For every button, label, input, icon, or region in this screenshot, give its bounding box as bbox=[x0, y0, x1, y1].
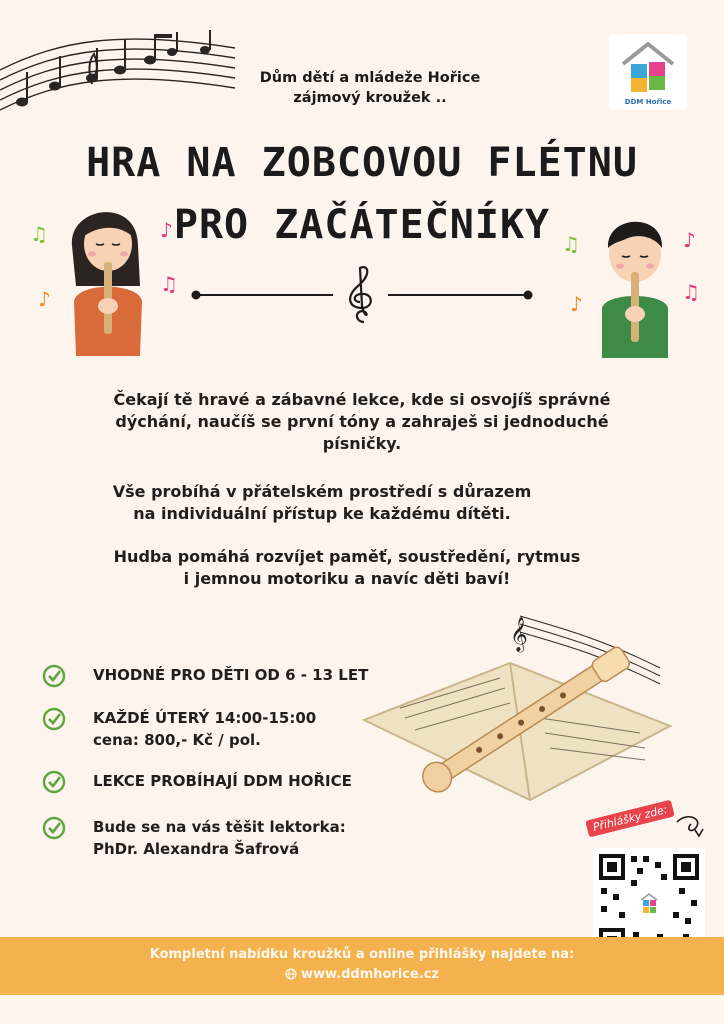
check-circle-icon bbox=[42, 816, 66, 840]
benefits-paragraph: Hudba pomáhá rozvíjet paměť, soustředění, rytmus i jemnou motoriku a navíc děti baví! bbox=[113, 547, 581, 588]
curved-arrow-icon bbox=[673, 812, 707, 838]
girl-playing-flute-illustration bbox=[68, 196, 148, 356]
list-item bbox=[42, 664, 402, 688]
checklist-teacher: Bude se na vás těšit lektorka: PhDr. Alexandra Šafrová bbox=[93, 818, 346, 858]
music-staff-decoration bbox=[0, 20, 240, 130]
globe-icon bbox=[285, 968, 297, 984]
list-item bbox=[42, 707, 402, 751]
house-puzzle-logo-icon bbox=[609, 34, 687, 94]
music-note-icon: ♫ bbox=[160, 272, 178, 296]
intro-paragraph: Čekají tě hravé a zábavné lekce, kde si osvojíš správné dýchání, naučíš se první tóny a zahraješ si jednoduché písničky. bbox=[113, 390, 611, 453]
organization-header bbox=[220, 68, 520, 108]
music-note-icon: ♪ bbox=[38, 287, 51, 311]
website-link[interactable]: www.ddmhorice.cz bbox=[300, 967, 440, 982]
clef-divider bbox=[188, 262, 538, 326]
ddm-logo bbox=[609, 34, 687, 110]
logo-label: DDM Hořice bbox=[624, 98, 672, 106]
organization-subtitle: zájmový kroužek .. bbox=[293, 90, 447, 106]
music-note-icon: ♪ bbox=[683, 228, 696, 252]
music-note-icon: ♫ bbox=[562, 232, 580, 256]
list-item bbox=[42, 770, 402, 794]
footer-info: Kompletní nabídku kroužků a online přihlášky najdete na: bbox=[149, 947, 575, 962]
check-circle-icon bbox=[42, 664, 66, 688]
checklist-schedule: KAŽDÉ ÚTERÝ 14:00-15:00 cena: 800,- Kč / pol. bbox=[93, 709, 317, 749]
book-and-recorder-illustration bbox=[360, 608, 690, 808]
checklist-location: LEKCE PROBÍHAJÍ DDM HOŘICE bbox=[93, 772, 352, 790]
footer-website-row bbox=[0, 967, 724, 984]
registration-caption: Přihlášky zde: bbox=[585, 800, 675, 838]
approach-paragraph: Vše probíhá v přátelském prostředí s důrazem na individuální přístup ke každému dítěti. bbox=[112, 482, 532, 523]
checklist-age: VHODNÉ PRO DĚTI OD 6 - 13 LET bbox=[93, 666, 369, 684]
check-circle-icon bbox=[42, 770, 66, 794]
music-note-icon: ♫ bbox=[30, 222, 48, 246]
page-title-line1: HRA NA ZOBCOVOU FLÉTNU bbox=[86, 140, 638, 186]
svg-text:𝄞: 𝄞 bbox=[510, 617, 528, 652]
footer-banner bbox=[0, 937, 724, 995]
boy-playing-flute-illustration bbox=[598, 208, 672, 358]
music-note-icon: ♪ bbox=[160, 218, 173, 242]
list-item bbox=[42, 816, 402, 860]
feature-checklist bbox=[42, 664, 402, 860]
music-note-icon: ♪ bbox=[570, 292, 583, 316]
check-circle-icon bbox=[42, 707, 66, 731]
page-title-line2: PRO ZAČÁTEČNÍKY bbox=[173, 202, 551, 248]
organization-name: Dům dětí a mládeže Hořice bbox=[259, 70, 481, 86]
music-note-icon: ♫ bbox=[682, 280, 700, 304]
